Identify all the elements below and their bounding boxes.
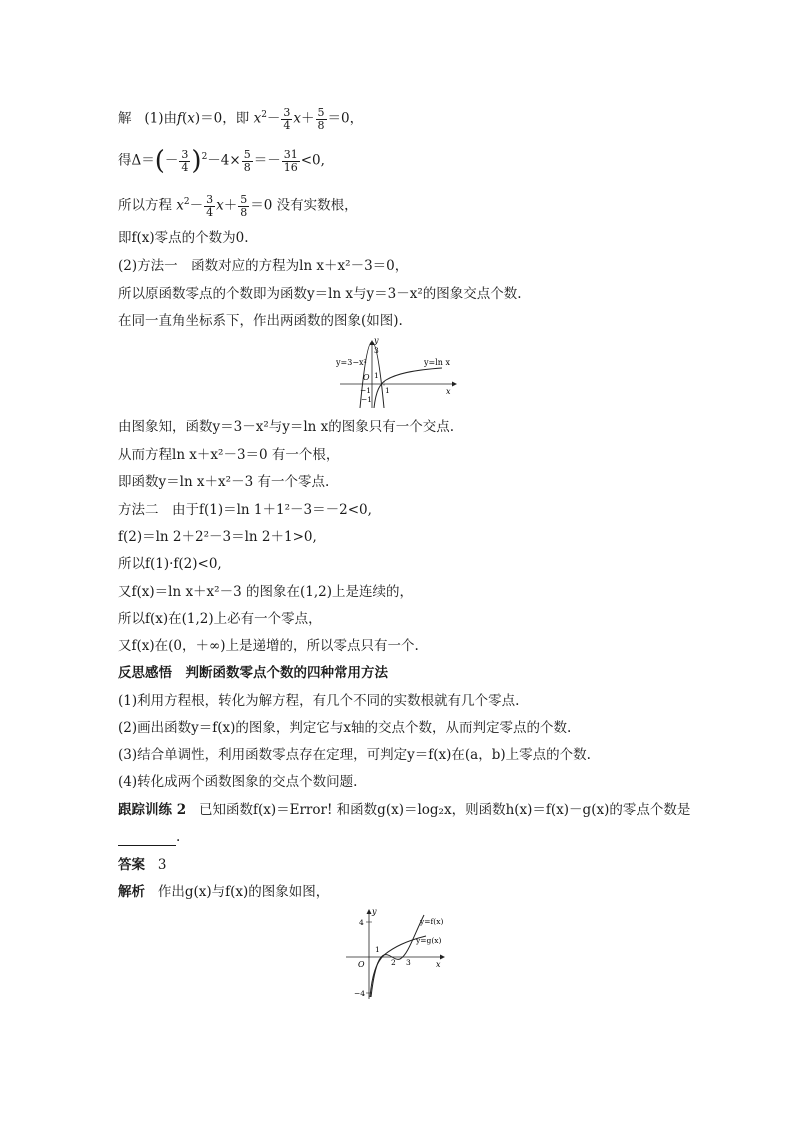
solution-line-2: 得Δ＝(－ $\frac{3}{4}$ )$^2$－4× $\frac{5}{8}$ ＝－ $\frac{31}{16}$ <0, bbox=[118, 146, 325, 176]
fraction-3-4-b: $\frac{3}{4}$ bbox=[181, 147, 189, 174]
graph-f-vs-g bbox=[344, 905, 450, 1001]
solution-line-8: 由图象知，函数y＝3－x²与y＝ln x的图象只有一个交点. bbox=[118, 419, 455, 435]
g-label: y=g(x) bbox=[416, 936, 442, 945]
solution-line-11: 方法二 由于f(1)＝ln 1＋1²－3＝－2<0, bbox=[118, 502, 372, 518]
analysis-line bbox=[118, 883, 329, 901]
fraction-5-8-b: $\frac{5}{8}$ bbox=[243, 147, 251, 174]
x-axis-label: x bbox=[446, 387, 451, 396]
f-label: y=f(x) bbox=[420, 917, 444, 926]
solution-line-10: 即函数y＝ln x＋x²－3 有一个零点. bbox=[118, 474, 330, 490]
x-arrow bbox=[452, 382, 457, 387]
exercise-label: 跟踪训练 2 bbox=[118, 802, 187, 818]
reflection-title: 反思感悟 判断函数零点个数的四种常用方法 bbox=[118, 665, 388, 681]
tick-y-neg4: −4 bbox=[354, 989, 366, 998]
tick-y-3: 3 bbox=[374, 346, 379, 355]
exercise-blank-line: . bbox=[118, 828, 180, 846]
tick-y-neg1: −1 bbox=[361, 395, 373, 404]
solution-line-3: 所以方程 $x^2-$ $\frac{3}{4}$ x＋ $\frac{5}{8}$ ＝0 没有实数根， bbox=[118, 192, 358, 219]
method-3: (3)结合单调性，利用函数零点存在定理，可判定y＝f(x)在(a，b)上零点的个数. bbox=[118, 747, 591, 763]
discriminant-prefix: 得Δ＝ bbox=[118, 152, 155, 169]
solution-line-14: 又f(x)＝ln x＋x²－3 的图象在(1,2)上是连续的， bbox=[118, 584, 413, 600]
fraction-31-16: $\frac{31}{16}$ bbox=[283, 147, 298, 174]
tick-x-neg1: −1 bbox=[360, 386, 372, 395]
solution-line-15: 所以f(x)在(1,2)上必有一个零点， bbox=[118, 611, 322, 627]
fraction-5-8: $\frac{5}{8}$ bbox=[317, 105, 325, 132]
solution-line-5: (2)方法一 函数对应的方程为ln x＋x²－3＝0， bbox=[118, 258, 409, 274]
analysis-text: 作出g(x)与f(x)的图象如图， bbox=[157, 884, 330, 900]
tick-x-3: 3 bbox=[406, 958, 411, 967]
origin-label: O bbox=[363, 373, 370, 382]
exercise-text: 已知函数f(x)＝Error! 和函数g(x)＝log₂x，则函数h(x)＝f(x)－g(x)的零点个数是 bbox=[198, 802, 691, 818]
answer-line bbox=[118, 856, 166, 874]
answer-label: 答案 bbox=[118, 857, 145, 873]
solution-line-16: 又f(x)在(0，＋∞)上是递增的，所以零点只有一个. bbox=[118, 638, 419, 654]
graph-ln-vs-parabola bbox=[334, 336, 460, 410]
tick-x-1: 1 bbox=[385, 386, 390, 395]
parabola-label: y=3−x² bbox=[336, 358, 367, 367]
ln-label: y=ln x bbox=[424, 358, 450, 367]
y-axis-label: y bbox=[374, 336, 379, 345]
y-arrow bbox=[367, 909, 372, 914]
method-4: (4)转化成两个函数图象的交点个数问题. bbox=[118, 774, 358, 790]
origin-label: O bbox=[358, 960, 365, 969]
tick-y-4: 4 bbox=[359, 918, 364, 927]
solution-line-1: 解 (1)由f(x)＝0，即 $x^2-$ $\frac{3}{4}$ x＋ $\frac{5}{8}$ ＝0， bbox=[118, 105, 364, 132]
solution-line-13: 所以f(1)·f(2)<0, bbox=[118, 556, 222, 572]
method-2: (2)画出函数y＝f(x)的图象，判定它与x轴的交点个数，从而判定零点的个数. bbox=[118, 720, 572, 736]
f-curve bbox=[371, 915, 424, 997]
fraction-3-4: $\frac{3}{4}$ bbox=[283, 105, 291, 132]
solution-line-9: 从而方程ln x＋x²－3＝0 有一个根， bbox=[118, 447, 340, 463]
solution-line-12: f(2)＝ln 2＋2²－3＝ln 2＋1>0, bbox=[118, 529, 317, 545]
solution-label: 解 bbox=[118, 110, 132, 127]
tick-y-1: 1 bbox=[375, 945, 380, 954]
solution-line-4: 即f(x)零点的个数为0. bbox=[118, 230, 249, 246]
answer-blank bbox=[118, 845, 176, 846]
solution-line-6: 所以原函数零点的个数即为函数y＝ln x与y＝3－x²的图象交点个数. bbox=[118, 286, 522, 302]
x-arrow bbox=[440, 955, 445, 960]
exercise-line bbox=[118, 801, 690, 819]
solution-line-7: 在同一直角坐标系下，作出两函数的图象(如图). bbox=[118, 313, 403, 329]
tick-x-2: 2 bbox=[391, 958, 396, 967]
answer-value: 3 bbox=[157, 857, 167, 873]
tick-y-1: 1 bbox=[374, 371, 379, 380]
method-1: (1)利用方程根，转化为解方程，有几个不同的实数根就有几个零点. bbox=[118, 693, 520, 709]
x-axis-label: x bbox=[436, 960, 441, 969]
analysis-label: 解析 bbox=[118, 884, 145, 900]
y-axis-label: y bbox=[372, 907, 377, 916]
